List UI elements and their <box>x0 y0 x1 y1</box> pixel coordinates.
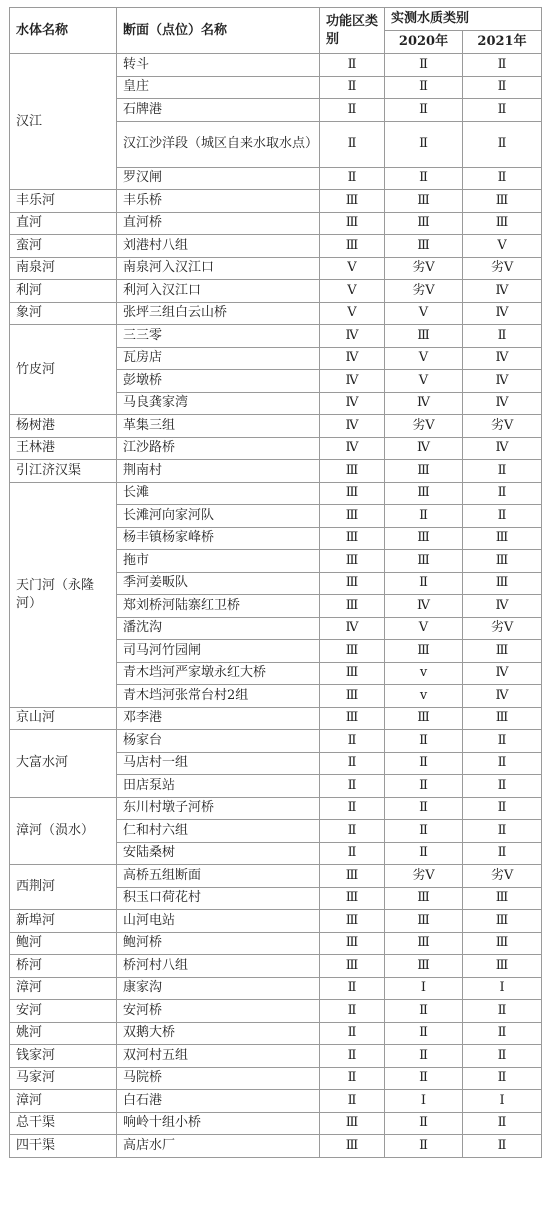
quality-2021-cell: Ⅲ <box>463 190 542 213</box>
water-body-cell: 姚河 <box>10 1022 117 1045</box>
function-zone-cell: Ⅲ <box>320 932 385 955</box>
section-cell: 丰乐桥 <box>117 190 320 213</box>
section-cell: 响岭十组小桥 <box>117 1112 320 1135</box>
section-cell: 安陆桑树 <box>117 842 320 865</box>
table-row <box>10 212 542 235</box>
quality-2020-cell: Ⅰ <box>385 1090 463 1113</box>
quality-2021-cell: Ⅱ <box>463 1067 542 1090</box>
section-cell: 直河桥 <box>117 212 320 235</box>
function-zone-cell: Ⅱ <box>320 842 385 865</box>
header-2021: 2021年 <box>463 31 542 54</box>
water-body-cell: 引江济汉渠 <box>10 460 117 483</box>
table-row <box>10 707 542 730</box>
quality-2021-cell: 劣Ⅴ <box>463 617 542 640</box>
section-cell: 张坪三组白云山桥 <box>117 302 320 325</box>
quality-2020-cell: Ⅱ <box>385 842 463 865</box>
quality-2020-cell: 劣Ⅴ <box>385 865 463 888</box>
quality-2021-cell: 劣Ⅴ <box>463 865 542 888</box>
water-body-cell: 直河 <box>10 212 117 235</box>
function-zone-cell: Ⅲ <box>320 595 385 618</box>
quality-2020-cell: Ⅱ <box>385 121 463 167</box>
quality-2020-cell: Ⅱ <box>385 1135 463 1158</box>
quality-2021-cell: Ⅳ <box>463 280 542 303</box>
quality-2020-cell: Ⅱ <box>385 820 463 843</box>
section-cell: 革集三组 <box>117 415 320 438</box>
function-zone-cell: Ⅴ <box>320 302 385 325</box>
quality-2020-cell: Ⅲ <box>385 325 463 348</box>
quality-2021-cell: Ⅱ <box>463 1022 542 1045</box>
quality-2021-cell: Ⅳ <box>463 302 542 325</box>
quality-2020-cell: Ⅴ <box>385 370 463 393</box>
quality-2020-cell: ⅴ <box>385 685 463 708</box>
section-cell: 潘沈沟 <box>117 617 320 640</box>
table-row <box>10 1135 542 1158</box>
table-row <box>10 797 542 820</box>
quality-2020-cell: Ⅲ <box>385 955 463 978</box>
table-row <box>10 1090 542 1113</box>
table-row <box>10 482 542 505</box>
quality-2021-cell: Ⅱ <box>463 482 542 505</box>
function-zone-cell: Ⅴ <box>320 257 385 280</box>
water-body-cell: 汉江 <box>10 54 117 190</box>
table-row <box>10 437 542 460</box>
quality-2020-cell: Ⅴ <box>385 617 463 640</box>
section-cell: 拖市 <box>117 550 320 573</box>
quality-2020-cell: Ⅳ <box>385 392 463 415</box>
quality-2020-cell: Ⅲ <box>385 482 463 505</box>
section-cell: 南泉河入汉江口 <box>117 257 320 280</box>
function-zone-cell: Ⅱ <box>320 76 385 99</box>
function-zone-cell: Ⅱ <box>320 121 385 167</box>
table-row <box>10 1000 542 1023</box>
function-zone-cell: Ⅲ <box>320 1135 385 1158</box>
quality-2020-cell: Ⅱ <box>385 730 463 753</box>
quality-2021-cell: Ⅳ <box>463 437 542 460</box>
function-zone-cell: Ⅱ <box>320 167 385 190</box>
section-cell: 青木垱河严家墩永红大桥 <box>117 662 320 685</box>
water-body-cell: 丰乐河 <box>10 190 117 213</box>
quality-2020-cell: Ⅱ <box>385 54 463 77</box>
function-zone-cell: Ⅲ <box>320 910 385 933</box>
section-cell: 青木垱河张常台村2组 <box>117 685 320 708</box>
quality-2021-cell: Ⅱ <box>463 842 542 865</box>
water-body-cell: 南泉河 <box>10 257 117 280</box>
table-row <box>10 932 542 955</box>
quality-2020-cell: Ⅲ <box>385 887 463 910</box>
water-body-cell: 西荆河 <box>10 865 117 910</box>
section-cell: 石牌港 <box>117 99 320 122</box>
quality-2020-cell: Ⅱ <box>385 775 463 798</box>
section-cell: 皇庄 <box>117 76 320 99</box>
table-row <box>10 1022 542 1045</box>
quality-2020-cell: Ⅱ <box>385 1022 463 1045</box>
table-row <box>10 1045 542 1068</box>
quality-2021-cell: Ⅱ <box>463 1000 542 1023</box>
water-body-cell: 安河 <box>10 1000 117 1023</box>
quality-2021-cell: Ⅱ <box>463 76 542 99</box>
quality-2021-cell: Ⅱ <box>463 775 542 798</box>
section-cell: 季河姜畈队 <box>117 572 320 595</box>
water-body-cell: 总干渠 <box>10 1112 117 1135</box>
water-body-cell: 利河 <box>10 280 117 303</box>
quality-2021-cell: Ⅱ <box>463 1045 542 1068</box>
table-row <box>10 1112 542 1135</box>
function-zone-cell: Ⅲ <box>320 955 385 978</box>
quality-2021-cell: Ⅱ <box>463 752 542 775</box>
water-body-cell: 漳河（涢水） <box>10 797 117 865</box>
quality-2021-cell: Ⅱ <box>463 1112 542 1135</box>
function-zone-cell: Ⅲ <box>320 527 385 550</box>
function-zone-cell: Ⅲ <box>320 572 385 595</box>
table-row <box>10 415 542 438</box>
function-zone-cell: Ⅱ <box>320 1045 385 1068</box>
quality-2021-cell: Ⅲ <box>463 707 542 730</box>
header-function-zone: 功能区类别 <box>320 8 385 54</box>
quality-2020-cell: Ⅱ <box>385 1067 463 1090</box>
function-zone-cell: Ⅱ <box>320 54 385 77</box>
section-cell: 邓李港 <box>117 707 320 730</box>
quality-2021-cell: Ⅴ <box>463 235 542 258</box>
function-zone-cell: Ⅲ <box>320 505 385 528</box>
table-row <box>10 1067 542 1090</box>
header-measured: 实测水质类别 <box>385 8 542 31</box>
section-cell: 双河村五组 <box>117 1045 320 1068</box>
function-zone-cell: Ⅳ <box>320 437 385 460</box>
function-zone-cell: Ⅲ <box>320 640 385 663</box>
quality-2020-cell: Ⅲ <box>385 932 463 955</box>
water-quality-table <box>9 7 542 1158</box>
table-row <box>10 302 542 325</box>
water-body-cell: 杨树港 <box>10 415 117 438</box>
table-body <box>10 54 542 1158</box>
quality-2020-cell: Ⅳ <box>385 595 463 618</box>
function-zone-cell: Ⅱ <box>320 99 385 122</box>
quality-2020-cell: Ⅲ <box>385 550 463 573</box>
quality-2021-cell: Ⅱ <box>463 460 542 483</box>
quality-2020-cell: Ⅲ <box>385 212 463 235</box>
quality-2020-cell: Ⅲ <box>385 460 463 483</box>
quality-2020-cell: Ⅲ <box>385 910 463 933</box>
table-row <box>10 190 542 213</box>
function-zone-cell: Ⅳ <box>320 392 385 415</box>
quality-2021-cell: Ⅱ <box>463 1135 542 1158</box>
function-zone-cell: Ⅴ <box>320 280 385 303</box>
water-body-cell: 漳河 <box>10 1090 117 1113</box>
quality-2021-cell: 劣Ⅴ <box>463 257 542 280</box>
water-body-cell: 象河 <box>10 302 117 325</box>
table-row <box>10 730 542 753</box>
quality-2020-cell: Ⅲ <box>385 190 463 213</box>
quality-2021-cell: Ⅱ <box>463 54 542 77</box>
section-cell: 彭墩桥 <box>117 370 320 393</box>
table-row <box>10 235 542 258</box>
quality-2021-cell: 劣Ⅴ <box>463 415 542 438</box>
section-cell: 罗汉闸 <box>117 167 320 190</box>
section-cell: 利河入汉江口 <box>117 280 320 303</box>
table-row <box>10 865 542 888</box>
section-cell: 马院桥 <box>117 1067 320 1090</box>
quality-2021-cell: Ⅱ <box>463 325 542 348</box>
quality-2021-cell: Ⅱ <box>463 730 542 753</box>
function-zone-cell: Ⅳ <box>320 617 385 640</box>
section-cell: 荆南村 <box>117 460 320 483</box>
quality-2021-cell: Ⅲ <box>463 212 542 235</box>
section-cell: 汉江沙洋段（城区自来水取水点） <box>117 121 320 167</box>
section-cell: 田店泵站 <box>117 775 320 798</box>
quality-2021-cell: Ⅱ <box>463 797 542 820</box>
section-cell: 三三零 <box>117 325 320 348</box>
table-row <box>10 460 542 483</box>
quality-2020-cell: Ⅳ <box>385 437 463 460</box>
section-cell: 江沙路桥 <box>117 437 320 460</box>
quality-2021-cell: Ⅳ <box>463 347 542 370</box>
quality-2020-cell: ⅴ <box>385 662 463 685</box>
section-cell: 双鹅大桥 <box>117 1022 320 1045</box>
function-zone-cell: Ⅲ <box>320 1112 385 1135</box>
quality-2021-cell: Ⅲ <box>463 640 542 663</box>
water-body-cell: 钱家河 <box>10 1045 117 1068</box>
quality-2020-cell: Ⅱ <box>385 1112 463 1135</box>
table-row <box>10 955 542 978</box>
function-zone-cell: Ⅲ <box>320 865 385 888</box>
function-zone-cell: Ⅲ <box>320 887 385 910</box>
quality-2021-cell: Ⅱ <box>463 505 542 528</box>
quality-2021-cell: Ⅳ <box>463 392 542 415</box>
quality-2020-cell: Ⅱ <box>385 572 463 595</box>
section-cell: 高店水厂 <box>117 1135 320 1158</box>
section-cell: 高桥五组断面 <box>117 865 320 888</box>
quality-2021-cell: Ⅳ <box>463 685 542 708</box>
quality-2020-cell: Ⅴ <box>385 302 463 325</box>
section-cell: 司马河竹园闸 <box>117 640 320 663</box>
section-cell: 积玉口荷花村 <box>117 887 320 910</box>
water-body-cell: 王林港 <box>10 437 117 460</box>
quality-2021-cell: Ⅳ <box>463 595 542 618</box>
quality-2020-cell: 劣Ⅴ <box>385 257 463 280</box>
water-body-cell: 大富水河 <box>10 730 117 798</box>
section-cell: 东川村墩子河桥 <box>117 797 320 820</box>
function-zone-cell: Ⅱ <box>320 775 385 798</box>
header-2020: 2020年 <box>385 31 463 54</box>
section-cell: 山河电站 <box>117 910 320 933</box>
section-cell: 杨丰镇杨家峰桥 <box>117 527 320 550</box>
function-zone-cell: Ⅱ <box>320 1067 385 1090</box>
section-cell: 长滩河向家河队 <box>117 505 320 528</box>
table-row <box>10 910 542 933</box>
quality-2021-cell: Ⅲ <box>463 955 542 978</box>
water-body-cell: 桥河 <box>10 955 117 978</box>
quality-2021-cell: Ⅳ <box>463 662 542 685</box>
function-zone-cell: Ⅱ <box>320 797 385 820</box>
function-zone-cell: Ⅲ <box>320 212 385 235</box>
quality-2021-cell: Ⅰ <box>463 1090 542 1113</box>
quality-2020-cell: Ⅱ <box>385 1000 463 1023</box>
quality-2021-cell: Ⅱ <box>463 99 542 122</box>
water-body-cell: 漳河 <box>10 977 117 1000</box>
function-zone-cell: Ⅳ <box>320 325 385 348</box>
quality-2020-cell: Ⅱ <box>385 752 463 775</box>
quality-2020-cell: Ⅱ <box>385 99 463 122</box>
section-cell: 仁和村六组 <box>117 820 320 843</box>
quality-2020-cell: Ⅱ <box>385 76 463 99</box>
section-cell: 安河桥 <box>117 1000 320 1023</box>
function-zone-cell: Ⅱ <box>320 1000 385 1023</box>
quality-2020-cell: Ⅱ <box>385 1045 463 1068</box>
quality-2020-cell: Ⅰ <box>385 977 463 1000</box>
table-row <box>10 280 542 303</box>
quality-2020-cell: Ⅱ <box>385 797 463 820</box>
water-body-cell: 鲍河 <box>10 932 117 955</box>
section-cell: 鲍河桥 <box>117 932 320 955</box>
water-body-cell: 四干渠 <box>10 1135 117 1158</box>
section-cell: 马店村一组 <box>117 752 320 775</box>
function-zone-cell: Ⅲ <box>320 685 385 708</box>
table-row <box>10 257 542 280</box>
section-cell: 瓦房店 <box>117 347 320 370</box>
quality-2021-cell: Ⅲ <box>463 887 542 910</box>
section-cell: 康家沟 <box>117 977 320 1000</box>
quality-2021-cell: Ⅳ <box>463 370 542 393</box>
water-body-cell: 蛮河 <box>10 235 117 258</box>
function-zone-cell: Ⅱ <box>320 1022 385 1045</box>
quality-2021-cell: Ⅱ <box>463 820 542 843</box>
quality-2021-cell: Ⅲ <box>463 572 542 595</box>
water-body-cell: 天门河（永隆河） <box>10 482 117 707</box>
function-zone-cell: Ⅲ <box>320 550 385 573</box>
function-zone-cell: Ⅱ <box>320 820 385 843</box>
function-zone-cell: Ⅲ <box>320 190 385 213</box>
table-header <box>10 8 542 54</box>
function-zone-cell: Ⅱ <box>320 977 385 1000</box>
function-zone-cell: Ⅱ <box>320 752 385 775</box>
quality-2020-cell: Ⅱ <box>385 505 463 528</box>
section-cell: 桥河村八组 <box>117 955 320 978</box>
water-body-cell: 新埠河 <box>10 910 117 933</box>
section-cell: 转斗 <box>117 54 320 77</box>
section-cell: 白石港 <box>117 1090 320 1113</box>
quality-2020-cell: Ⅴ <box>385 347 463 370</box>
quality-2021-cell: Ⅰ <box>463 977 542 1000</box>
quality-2020-cell: Ⅲ <box>385 235 463 258</box>
function-zone-cell: Ⅲ <box>320 707 385 730</box>
function-zone-cell: Ⅱ <box>320 730 385 753</box>
quality-2020-cell: Ⅲ <box>385 527 463 550</box>
quality-2020-cell: Ⅲ <box>385 707 463 730</box>
section-cell: 长滩 <box>117 482 320 505</box>
section-cell: 郑刘桥河陆寨红卫桥 <box>117 595 320 618</box>
function-zone-cell: Ⅳ <box>320 347 385 370</box>
function-zone-cell: Ⅲ <box>320 662 385 685</box>
table-row <box>10 977 542 1000</box>
quality-2021-cell: Ⅲ <box>463 910 542 933</box>
table-row <box>10 325 542 348</box>
water-body-cell: 竹皮河 <box>10 325 117 415</box>
header-section: 断面（点位）名称 <box>117 8 320 54</box>
quality-2020-cell: 劣Ⅴ <box>385 415 463 438</box>
header-water-body: 水体名称 <box>10 8 117 54</box>
quality-2020-cell: 劣Ⅴ <box>385 280 463 303</box>
quality-2021-cell: Ⅱ <box>463 167 542 190</box>
section-cell: 刘港村八组 <box>117 235 320 258</box>
quality-2020-cell: Ⅱ <box>385 167 463 190</box>
function-zone-cell: Ⅲ <box>320 460 385 483</box>
quality-2021-cell: Ⅲ <box>463 932 542 955</box>
function-zone-cell: Ⅱ <box>320 1090 385 1113</box>
water-body-cell: 马家河 <box>10 1067 117 1090</box>
quality-2021-cell: Ⅲ <box>463 527 542 550</box>
function-zone-cell: Ⅲ <box>320 235 385 258</box>
quality-2020-cell: Ⅲ <box>385 640 463 663</box>
function-zone-cell: Ⅲ <box>320 482 385 505</box>
section-cell: 马良龚家湾 <box>117 392 320 415</box>
quality-2021-cell: Ⅲ <box>463 550 542 573</box>
section-cell: 杨家台 <box>117 730 320 753</box>
function-zone-cell: Ⅳ <box>320 415 385 438</box>
function-zone-cell: Ⅳ <box>320 370 385 393</box>
quality-2021-cell: Ⅱ <box>463 121 542 167</box>
table-row <box>10 54 542 77</box>
water-body-cell: 京山河 <box>10 707 117 730</box>
